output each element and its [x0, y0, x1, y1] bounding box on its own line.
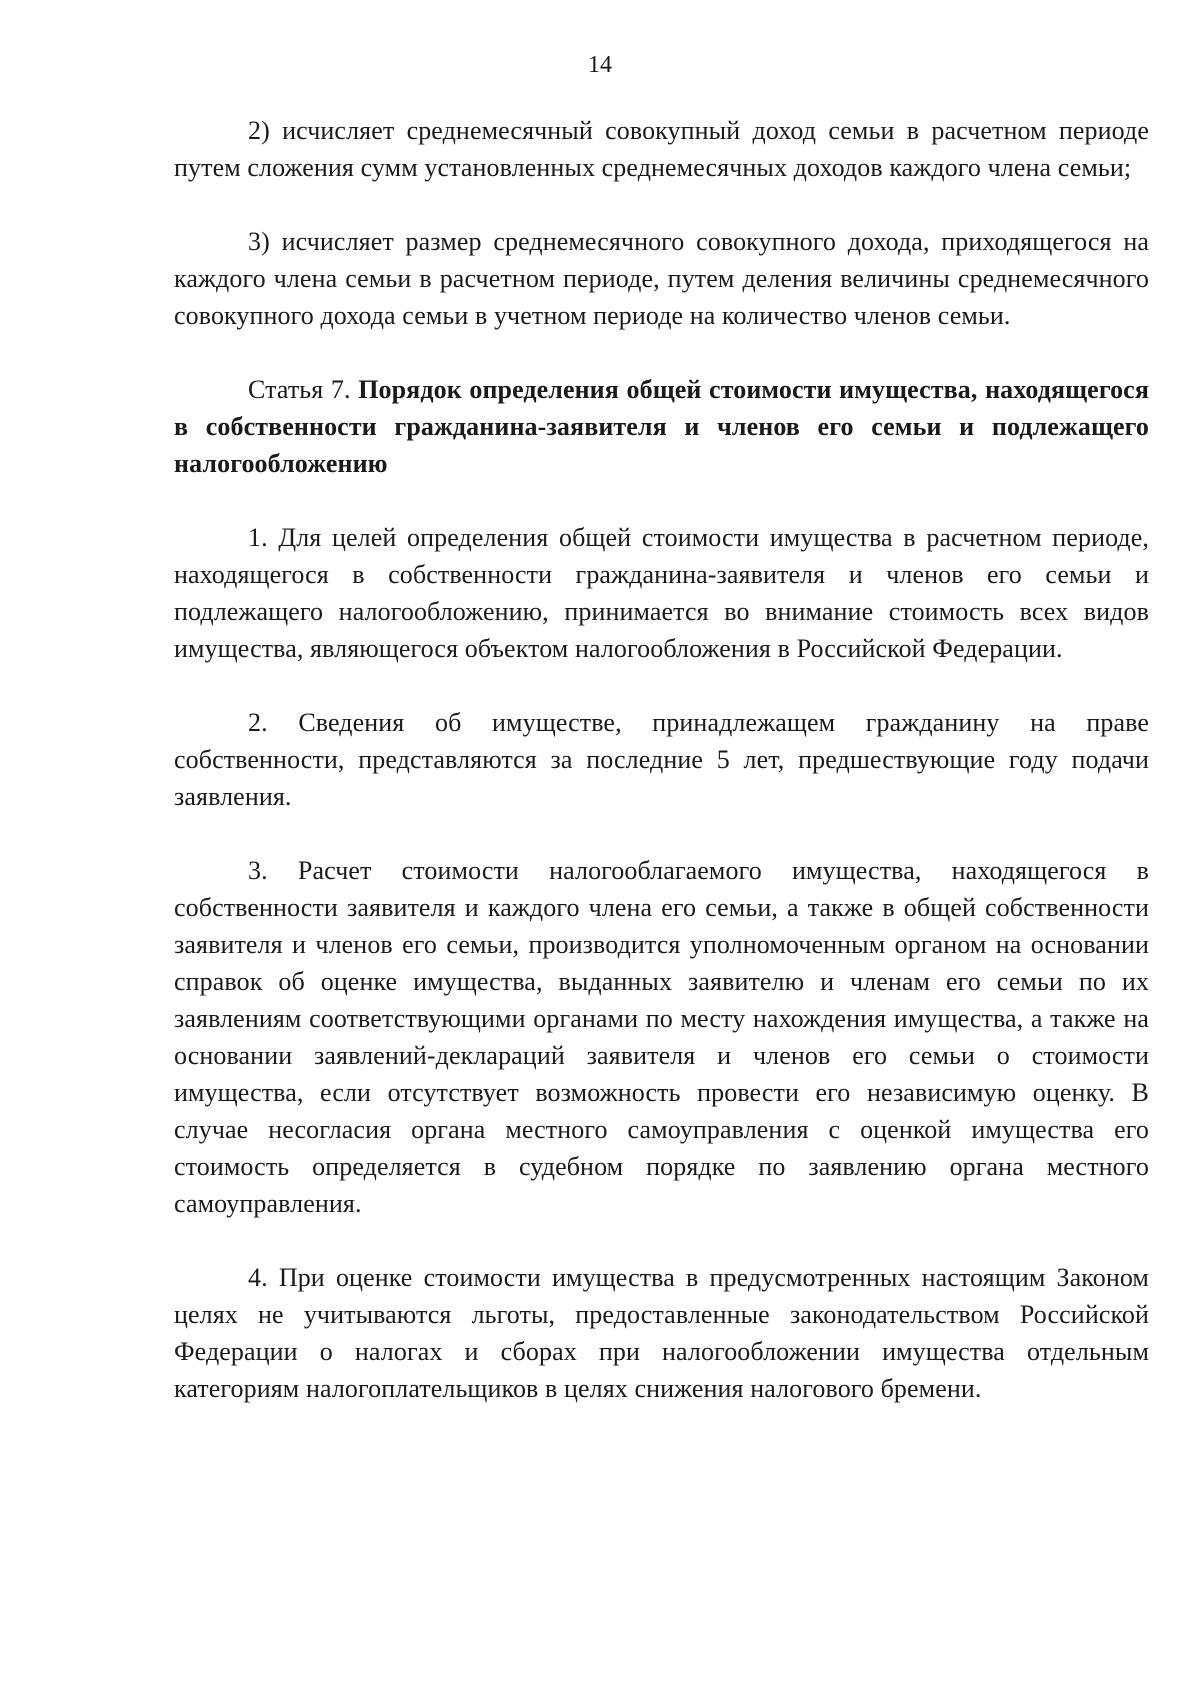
- article-title: Порядок определения общей стоимости имущества, находящегося в собственности гражданина-заявителя и членов его семьи и подлежащего налогообложению: [174, 375, 1149, 478]
- article-clause-3: 3. Расчет стоимости налогооблагаемого имущества, находящегося в собственности заявителя и каждого члена его семьи, а также в общей собственности заявителя и членов его семьи, производится уполномоченным органом на основании справок об оценке имущества, выданных заявителю и членам его семьи по их заявлениям соответствующими органами по месту нахождения имущества, а также на основании заявлений-деклараций заявителя и членов его семьи о стоимости имущества, если отсутствует возможность провести его независимую оценку. В случае несогласия органа местного самоуправления с оценкой имущества его стоимость определяется в судебном порядке по заявлению органа местного самоуправления.: [174, 856, 1149, 1218]
- article-prefix: Статья 7.: [248, 375, 359, 404]
- document-body: [174, 112, 1149, 1444]
- paragraph-item-2: 2) исчисляет среднемесячный совокупный доход семьи в расчетном периоде путем сложения сумм установленных среднемесячных доходов каждого члена семьи;: [174, 116, 1149, 182]
- article-clause-2: 2. Сведения об имуществе, принадлежащем гражданину на праве собственности, представляются за последние 5 лет, предшествующие году подачи заявления.: [174, 708, 1149, 811]
- page-number: 14: [588, 52, 612, 78]
- article-heading: [174, 371, 1149, 482]
- paragraph-item-3: 3) исчисляет размер среднемесячного совокупного дохода, приходящегося на каждого члена семьи в расчетном периоде, путем деления величины среднемесячного совокупного дохода семьи в учетном периоде на количество членов семьи.: [174, 227, 1149, 330]
- article-clause-1: 1. Для целей определения общей стоимости имущества в расчетном периоде, находящегося в собственности гражданина-заявителя и членов его семьи и подлежащего налогообложению, принимается во внимание стоимость всех видов имущества, являющегося объектом налогообложения в Российской Федерации.: [174, 523, 1149, 663]
- article-clause-4: 4. При оценке стоимости имущества в предусмотренных настоящим Законом целях не учитываются льготы, предоставленные законодательством Российской Федерации о налогах и сборах при налогообложении имущества отдельным категориям налогоплательщиков в целях снижения налогового бремени.: [174, 1263, 1149, 1403]
